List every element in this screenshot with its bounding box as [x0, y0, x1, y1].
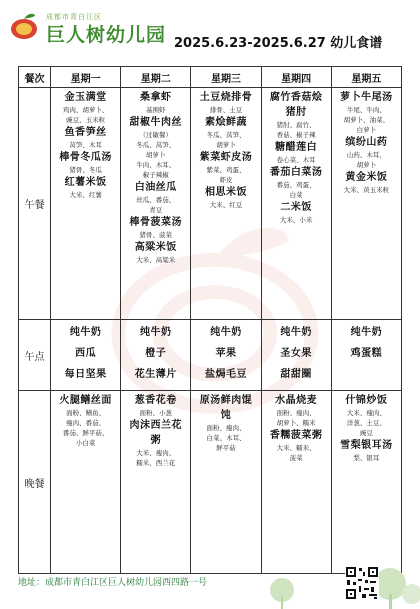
ingredient-line: 猪骨、菠菜 [139, 231, 173, 239]
ingredient-line: 鸡肉、胡萝卜、 [62, 106, 109, 114]
ingredient-line: 糯米、西兰花 [136, 459, 176, 467]
dish-name: 鱼香笋丝 [64, 127, 107, 138]
snack-item: 甜甜圈 [280, 369, 312, 380]
ingredient-line: 白萝卜 [356, 126, 377, 134]
snack-item: 纯牛奶 [350, 327, 383, 338]
ingredient-line: 面粉、瘦肉、 [206, 424, 246, 432]
corner-header: 餐次 [19, 67, 51, 88]
ingredient-line: 豌豆 [359, 429, 373, 437]
ingredient-line: 冬瓜、莴笋、 [136, 141, 176, 149]
ingredient-line: 丝瓜、番茄、 [136, 196, 176, 204]
ingredient-line: 胡萝卜 [356, 161, 377, 169]
dish-name: 番茄白菜汤 [269, 167, 323, 178]
snack-cell [191, 320, 261, 391]
day-header: 星期五 [331, 67, 401, 88]
lunch-cell [261, 88, 331, 320]
ingredient-line: 山药、木耳、 [346, 151, 386, 159]
ingredient-line: 大米、高粱米 [136, 256, 176, 264]
dish-name: 高粱米饭 [134, 242, 177, 253]
school-address: 地址：成都市青白江区巨人树幼儿园西四路一号 [18, 578, 208, 588]
lunch-cell [51, 88, 121, 320]
ingredient-line: 紫菜、鸡蛋、 [206, 166, 246, 174]
ingredient-line: 鲜平菇 [216, 444, 236, 452]
menu-table [18, 66, 402, 574]
ingredient-line: 梨、银耳 [353, 454, 380, 462]
dish-name: 棒骨菠菜汤 [129, 217, 183, 228]
day-header: 星期二 [121, 67, 191, 88]
ingredient-line: 番茄、鸡蛋、 [276, 181, 316, 189]
ingredient-line: 牛肉、木耳、 [136, 161, 176, 169]
footer [0, 566, 420, 609]
snack-item: 盐焗毛豆 [204, 369, 247, 380]
dish-name: 缤纷山药 [345, 137, 388, 148]
table-row-snack [19, 320, 402, 391]
snack-item: 西瓜 [75, 348, 97, 359]
ingredient-line: 排骨、土豆 [209, 106, 243, 114]
dish-name: 水晶烧麦 [275, 395, 318, 406]
ingredient-line: 大米、小米 [279, 216, 313, 224]
snack-item: 每日坚果 [64, 369, 107, 380]
ingredient-line: 小白菜 [75, 439, 96, 447]
snack-item: 纯牛奶 [69, 327, 102, 338]
dish-name: 糖醋莲白 [275, 142, 318, 153]
day-header: 星期三 [191, 67, 261, 88]
logo-school-name: 巨人树幼儿园 [46, 24, 167, 46]
ingredient-line: 番茄、鲜平菇、 [62, 429, 109, 437]
lunch-cell [191, 88, 261, 320]
ingredient-line: 胡萝卜 [146, 151, 166, 159]
dish-name: 素烩鲜蔬 [204, 117, 247, 128]
qr-code-icon [345, 566, 379, 600]
dish-name: 粥 [150, 435, 162, 446]
snack-item: 花生薄片 [134, 369, 177, 380]
dish-name: 紫菜虾皮汤 [199, 152, 253, 163]
page-title: 2025.6.23-2025.6.27 幼儿食谱 [174, 36, 383, 51]
ingredient-line: 洋葱、土豆、 [346, 419, 386, 427]
dish-name: 红薯米饭 [64, 177, 107, 188]
ingredient-line: 大米、黄玉米粒 [343, 186, 390, 194]
logo [8, 6, 198, 46]
logo-district: 成都市青白江区 [46, 13, 102, 21]
ingredient-line: 虾皮 [219, 176, 233, 184]
ingredient-line: 大米、红薯 [69, 191, 102, 199]
snack-item: 纯牛奶 [140, 327, 172, 338]
ingredient-line: 卷心菜、木耳 [276, 156, 316, 164]
dish-name: 桑拿虾 [140, 92, 172, 103]
table-header-row [19, 67, 402, 88]
ingredient-line: 椒子辣椒 [142, 171, 169, 179]
ingredient-line: 菠菜 [289, 454, 303, 462]
ingredient-line: 香菇、椒子辣 [276, 131, 316, 139]
ingredient-line: 莴笋、木耳 [69, 141, 102, 149]
dish-name: 饨 [220, 410, 232, 421]
snack-item: 纯牛奶 [280, 327, 312, 338]
ingredient-line: 面粉、小葱 [139, 409, 173, 417]
snack-cell [331, 320, 401, 391]
dish-name: 葱香花卷 [134, 395, 177, 406]
meal-label-dinner: 晚餐 [19, 391, 51, 574]
ingredient-line: 猪骨、冬瓜 [69, 166, 102, 174]
ingredient-line: 青豆 [149, 206, 163, 214]
dish-name: 相思米饭 [204, 187, 247, 198]
ingredient-line: 冬瓜、莴笋、 [206, 131, 246, 139]
dish-name: 金玉满堂 [64, 92, 107, 103]
dish-name: 猪肘 [285, 107, 307, 118]
ingredient-line: （过敏餐） [139, 131, 173, 139]
dinner-cell [121, 391, 191, 574]
dish-name: 腐竹香菇烩 [269, 92, 323, 103]
snack-item: 橙子 [145, 348, 167, 359]
dish-name: 土豆烧排骨 [199, 92, 253, 103]
dinner-cell [261, 391, 331, 574]
dish-name: 什锦炒饭 [345, 395, 388, 406]
ingredient-line: 基围虾 [146, 106, 166, 114]
ingredient-line: 大米、红豆 [209, 201, 243, 209]
meal-label-snack: 午点 [19, 320, 51, 391]
dish-name: 火腿鳝丝面 [59, 395, 112, 406]
logo-apple-icon [8, 10, 40, 42]
meal-label-lunch: 午餐 [19, 88, 51, 320]
dish-name: 香糯菠菜粥 [269, 430, 323, 441]
dish-name: 雪梨银耳汤 [340, 440, 393, 451]
ingredient-line: 豌豆、玉米粒 [66, 116, 106, 124]
ingredient-line: 牛尾、牛肉、 [346, 106, 386, 114]
day-header: 星期一 [51, 67, 121, 88]
dish-name: 二米饭 [280, 202, 312, 213]
ingredient-line: 白菜、木耳、 [206, 434, 246, 442]
dinner-cell [331, 391, 401, 574]
snack-cell [261, 320, 331, 391]
ingredient-line: 大米、瘦肉、 [136, 449, 176, 457]
dish-name: 黄金米饭 [345, 172, 388, 183]
ingredient-line: 面粉、瘦肉、 [276, 409, 316, 417]
dish-name: 白油丝瓜 [134, 182, 177, 193]
dish-name: 肉沫西兰花 [129, 420, 183, 431]
dish-name: 萝卜牛尾汤 [340, 92, 393, 103]
snack-item: 苹果 [215, 348, 237, 359]
snack-item: 鸡蛋糕 [350, 348, 383, 359]
snack-cell [121, 320, 191, 391]
ingredient-line: 面粉、鳝鱼、 [66, 409, 106, 417]
dish-name: 原汤鲜肉馄 [199, 395, 253, 406]
ingredient-line: 大米、糯米、 [276, 444, 316, 452]
day-header: 星期四 [261, 67, 331, 88]
lunch-cell [121, 88, 191, 320]
ingredient-line: 白菜 [289, 191, 303, 199]
lunch-cell [331, 88, 401, 320]
dish-name: 棒骨冬瓜汤 [59, 152, 112, 163]
table-row-dinner [19, 391, 402, 574]
table-row-lunch [19, 88, 402, 320]
dinner-cell [191, 391, 261, 574]
dish-name: 甜椒牛肉丝 [129, 117, 183, 128]
trees-decoration-icon [262, 566, 420, 609]
header [0, 0, 420, 66]
ingredient-line: 胡萝卜 [216, 141, 236, 149]
snack-cell [51, 320, 121, 391]
ingredient-line: 瘦肉、番茄、 [66, 419, 106, 427]
snack-item: 圣女果 [280, 348, 312, 359]
ingredient-line: 胡萝卜、油菜、 [343, 116, 390, 124]
snack-item: 纯牛奶 [210, 327, 242, 338]
ingredient-line: 胡萝卜、糯米 [276, 419, 316, 427]
ingredient-line: 猪肘、腐竹、 [276, 121, 316, 129]
dinner-cell [51, 391, 121, 574]
ingredient-line: 大米、瘦肉、 [346, 409, 386, 417]
